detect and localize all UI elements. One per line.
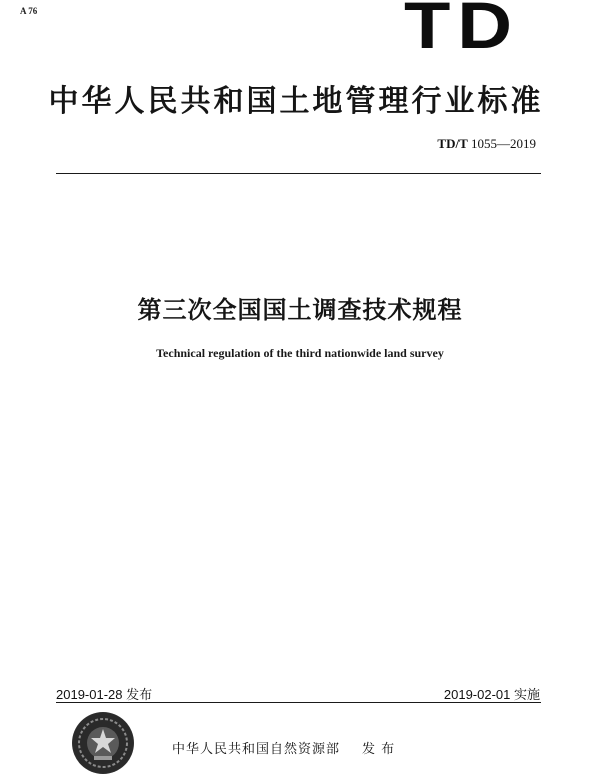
document-title-english: Technical regulation of the third nationwide land survey — [156, 346, 444, 360]
standard-number-prefix: TD/T — [437, 136, 468, 151]
standard-number-value: 1055—2019 — [471, 136, 536, 151]
td-logo: TD — [404, 0, 519, 62]
issue-date: 2019-01-28 发布 — [56, 687, 153, 702]
standard-category-title: 中华人民共和国土地管理行业标准 — [48, 84, 544, 119]
bottom-divider — [56, 702, 541, 703]
national-emblem-icon — [72, 712, 134, 774]
issuer-name: 中华人民共和国自然资源部 — [172, 742, 341, 757]
standard-number — [437, 136, 536, 152]
document-title: 第三次全国国土调查技术规程 — [137, 296, 463, 324]
issuer-line — [172, 738, 395, 757]
classification-code: A 76 — [20, 6, 38, 16]
implementation-date: 2019-02-01 实施 — [443, 687, 540, 702]
issue-word: 发 布 — [362, 742, 396, 757]
top-divider — [56, 173, 541, 174]
